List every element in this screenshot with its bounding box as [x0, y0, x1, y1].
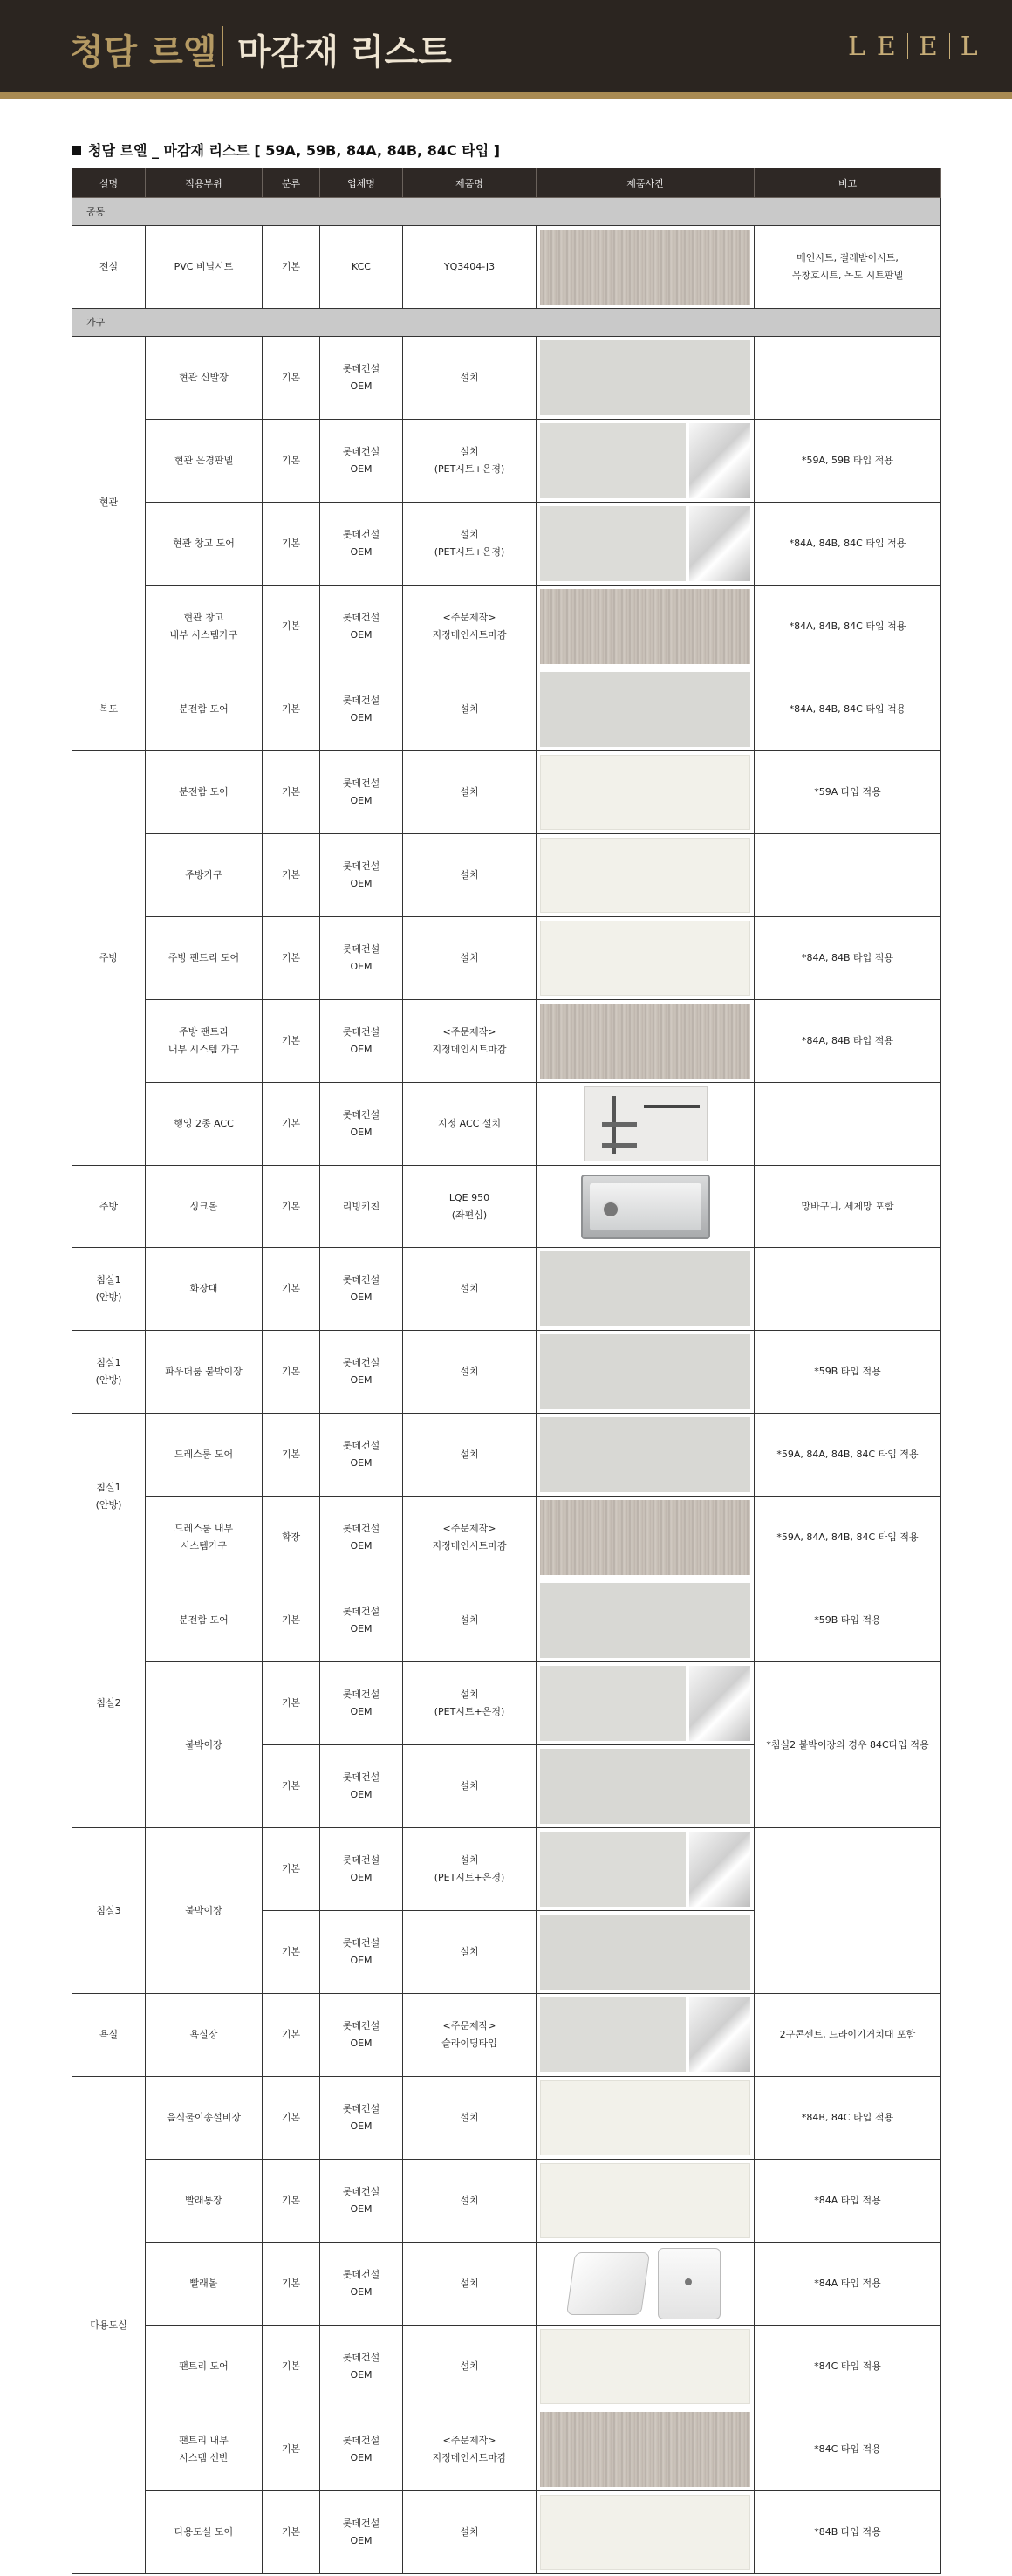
cream-swatch	[540, 2329, 750, 2404]
cell-vendor: 롯데건설 OEM	[320, 1994, 403, 2077]
cell-note: *84A, 84B 타입 적용	[755, 917, 941, 1000]
table-row	[72, 1248, 941, 1331]
cell-room: 침실1 (안방)	[72, 1248, 146, 1331]
cell-part: 팬트리 내부 시스템 선반	[146, 2408, 263, 2491]
light-gray-swatch	[540, 1749, 750, 1824]
cell-class: 기본	[263, 1579, 320, 1662]
cell-photo	[537, 1331, 755, 1414]
cell-photo	[537, 1911, 755, 1994]
col-header-product: 제품명	[403, 168, 537, 198]
cell-note: *84B 타입 적용	[755, 2491, 941, 2574]
cell-photo	[537, 917, 755, 1000]
cell-part: 드레스룸 내부 시스템가구	[146, 1497, 263, 1579]
cell-part: 현관 창고 도어	[146, 503, 263, 586]
header-title-left: 청담 르엘	[70, 32, 217, 72]
wood-sheet-swatch	[540, 1500, 750, 1575]
cell-part: 파우더룸 붙박이장	[146, 1331, 263, 1414]
cell-product: 설치	[403, 1248, 537, 1331]
cell-part: 분전함 도어	[146, 668, 263, 751]
cell-vendor: 롯데건설 OEM	[320, 751, 403, 834]
cell-note: *59A, 84A, 84B, 84C 타입 적용	[755, 1414, 941, 1497]
sheet-mirror-swatch	[540, 1666, 750, 1741]
cell-part: 드레스룸 도어	[146, 1414, 263, 1497]
cell-class: 기본	[263, 1994, 320, 2077]
cell-vendor: 롯데건설 OEM	[320, 668, 403, 751]
table-row	[72, 2491, 941, 2574]
cell-class: 기본	[263, 1911, 320, 1994]
cell-part: 욕실장	[146, 1994, 263, 2077]
cell-vendor: 롯데건설 OEM	[320, 2408, 403, 2491]
header-title-right: 마감재 리스트	[237, 32, 452, 72]
cell-part: 다용도실 도어	[146, 2491, 263, 2574]
cell-note: *84A, 84B, 84C 타입 적용	[755, 586, 941, 668]
sink-bowl-photo	[581, 1175, 710, 1239]
cell-vendor: 롯데건설 OEM	[320, 503, 403, 586]
cream-swatch	[540, 2495, 750, 2570]
table-row	[72, 1000, 941, 1083]
cell-class: 기본	[263, 586, 320, 668]
cell-part: 현관 신발장	[146, 337, 263, 420]
cell-room: 복도	[72, 668, 146, 751]
table-row	[72, 1579, 941, 1662]
cell-class: 기본	[263, 1745, 320, 1828]
cell-photo	[537, 2243, 755, 2326]
table-row	[72, 1497, 941, 1579]
cell-class: 기본	[263, 834, 320, 917]
sheet-mirror-swatch	[540, 1832, 750, 1907]
table-row	[72, 751, 941, 834]
wood-sheet-swatch	[540, 230, 750, 305]
cell-part: 행잉 2종 ACC	[146, 1083, 263, 1166]
table-row	[72, 2326, 941, 2408]
cell-photo	[537, 1000, 755, 1083]
cell-room: 현관	[72, 337, 146, 668]
table-row	[72, 1414, 941, 1497]
brand-letter: L	[960, 31, 979, 62]
cell-vendor: 롯데건설 OEM	[320, 1000, 403, 1083]
cell-product: 설치	[403, 2160, 537, 2243]
cell-photo	[537, 586, 755, 668]
cell-vendor: 리빙키친	[320, 1166, 403, 1248]
wood-sheet-swatch	[540, 1004, 750, 1079]
cell-vendor: 롯데건설 OEM	[320, 1662, 403, 1745]
table-row	[72, 2077, 941, 2160]
cell-product: 설치 (PET시트+은경)	[403, 1828, 537, 1911]
cell-class: 기본	[263, 1828, 320, 1911]
cell-photo	[537, 1414, 755, 1497]
cell-class: 기본	[263, 2243, 320, 2326]
cell-product: 설치	[403, 668, 537, 751]
cell-photo	[537, 1497, 755, 1579]
cell-class: 기본	[263, 1414, 320, 1497]
cell-vendor: 롯데건설 OEM	[320, 1248, 403, 1331]
cell-photo	[537, 1248, 755, 1331]
col-header-part: 적용부위	[146, 168, 263, 198]
cell-photo	[537, 2491, 755, 2574]
table-row	[72, 1828, 941, 1911]
cell-part: 화장대	[146, 1248, 263, 1331]
col-header-note: 비고	[755, 168, 941, 198]
cell-photo	[537, 1994, 755, 2077]
cell-photo	[537, 1662, 755, 1745]
cell-note	[755, 1248, 941, 1331]
cell-vendor: 롯데건설 OEM	[320, 337, 403, 420]
cell-vendor: 롯데건설 OEM	[320, 1579, 403, 1662]
cell-photo	[537, 503, 755, 586]
cell-vendor: KCC	[320, 226, 403, 309]
light-gray-swatch	[540, 1915, 750, 1990]
table-row	[72, 586, 941, 668]
cell-class: 기본	[263, 2077, 320, 2160]
cell-note: *84A, 84B 타입 적용	[755, 1000, 941, 1083]
cell-class: 기본	[263, 1662, 320, 1745]
brand-letter: L	[848, 31, 866, 62]
cell-product: 설치	[403, 1579, 537, 1662]
cell-photo	[537, 751, 755, 834]
col-header-photo: 제품사진	[537, 168, 755, 198]
cell-photo	[537, 1579, 755, 1662]
sheet-mirror-swatch	[540, 506, 750, 581]
cell-product: 설치	[403, 1911, 537, 1994]
cell-room: 침실2	[72, 1579, 146, 1828]
cell-product: 설치 (PET시트+은경)	[403, 1662, 537, 1745]
cell-photo	[537, 2408, 755, 2491]
cell-note: *84B, 84C 타입 적용	[755, 2077, 941, 2160]
cell-class: 기본	[263, 503, 320, 586]
cell-product: <주문제작> 지정메인시트마감	[403, 2408, 537, 2491]
cell-note	[755, 1083, 941, 1166]
table-row	[72, 1994, 941, 2077]
header-title-divider	[222, 26, 223, 66]
cell-note: *84A, 84B, 84C 타입 적용	[755, 503, 941, 586]
cell-part: 주방 팬트리 내부 시스템 가구	[146, 1000, 263, 1083]
cell-part: 분전함 도어	[146, 1579, 263, 1662]
cell-product: 지정 ACC 설치	[403, 1083, 537, 1166]
cell-note	[755, 834, 941, 917]
cell-photo	[537, 2326, 755, 2408]
cell-class: 기본	[263, 751, 320, 834]
cell-product: 설치	[403, 1745, 537, 1828]
cell-vendor: 롯데건설 OEM	[320, 420, 403, 503]
category-row-common	[72, 198, 941, 226]
light-gray-swatch	[540, 672, 750, 747]
cell-class: 기본	[263, 668, 320, 751]
table-row	[72, 503, 941, 586]
cell-room: 주방	[72, 751, 146, 1166]
cell-room: 욕실	[72, 1994, 146, 2077]
cell-note: 메인시트, 걸레받이시트, 목창호시트, 목도 시트판넬	[755, 226, 941, 309]
cell-product: 설치	[403, 917, 537, 1000]
brand-logo	[843, 31, 984, 62]
cell-room: 침실3	[72, 1828, 146, 1994]
cell-part: 빨래볼	[146, 2243, 263, 2326]
wood-sheet-swatch	[540, 589, 750, 664]
cell-vendor: 롯데건설 OEM	[320, 586, 403, 668]
cell-class: 기본	[263, 2491, 320, 2574]
cell-room: 주방	[72, 1166, 146, 1248]
cell-photo	[537, 1828, 755, 1911]
cell-vendor: 롯데건설 OEM	[320, 2326, 403, 2408]
cell-product: 설치	[403, 2077, 537, 2160]
cell-part: 싱크볼	[146, 1166, 263, 1248]
table-row	[72, 1083, 941, 1166]
cell-part: 현관 창고 내부 시스템가구	[146, 586, 263, 668]
light-gray-swatch	[540, 1583, 750, 1658]
cell-product: 설치	[403, 337, 537, 420]
wood-sheet-swatch	[540, 2412, 750, 2487]
col-header-class: 분류	[263, 168, 320, 198]
cell-note: *침실2 붙박이장의 경우 84C타입 적용	[755, 1662, 941, 1828]
cell-room: 침실1 (안방)	[72, 1414, 146, 1579]
cell-product: 설치	[403, 1331, 537, 1414]
cell-class: 기본	[263, 226, 320, 309]
cell-product: LQE 950 (좌편심)	[403, 1166, 537, 1248]
section-title-text: 청담 르엘 _ 마감재 리스트 [ 59A, 59B, 84A, 84B, 84C 타입 ]	[88, 142, 501, 159]
table-row	[72, 2160, 941, 2243]
table-row	[72, 1166, 941, 1248]
section-title	[72, 140, 500, 160]
cell-room: 다용도실	[72, 2077, 146, 2574]
cell-class: 기본	[263, 337, 320, 420]
cell-vendor: 롯데건설 OEM	[320, 2077, 403, 2160]
cell-vendor: 롯데건설 OEM	[320, 1911, 403, 1994]
cell-product: 설치	[403, 2326, 537, 2408]
cell-product: 설치 (PET시트+은경)	[403, 420, 537, 503]
cell-vendor: 롯데건설 OEM	[320, 1414, 403, 1497]
cell-class: 확장	[263, 1497, 320, 1579]
cell-note: *59B 타입 적용	[755, 1579, 941, 1662]
cell-class: 기본	[263, 2326, 320, 2408]
cell-product: 설치	[403, 751, 537, 834]
cell-note	[755, 337, 941, 420]
cell-class: 기본	[263, 2160, 320, 2243]
cell-vendor: 롯데건설 OEM	[320, 1745, 403, 1828]
brand-letter: E	[918, 31, 939, 62]
cell-product: YQ3404-J3	[403, 226, 537, 309]
cell-part: 빨래통장	[146, 2160, 263, 2243]
cell-photo	[537, 337, 755, 420]
table-row	[72, 2243, 941, 2326]
laundry-sink-photo	[540, 2246, 750, 2321]
hanging-accessory-photo	[584, 1086, 708, 1161]
table-row	[72, 668, 941, 751]
table-header-row	[72, 168, 941, 198]
cell-photo	[537, 2077, 755, 2160]
cell-note: *59A, 84A, 84B, 84C 타입 적용	[755, 1497, 941, 1579]
cell-product: 설치	[403, 2243, 537, 2326]
cell-vendor: 롯데건설 OEM	[320, 2491, 403, 2574]
cell-part: 붙박이장	[146, 1662, 263, 1828]
cell-vendor: 롯데건설 OEM	[320, 1083, 403, 1166]
cell-product: <주문제작> 지정메인시트마감	[403, 586, 537, 668]
category-label: 가구	[72, 309, 941, 337]
cell-product: <주문제작> 지정메인시트마감	[403, 1497, 537, 1579]
table-row	[72, 337, 941, 420]
cell-class: 기본	[263, 2408, 320, 2491]
sheet-mirror-swatch	[540, 1997, 750, 2072]
cell-photo	[537, 1083, 755, 1166]
cell-vendor: 롯데건설 OEM	[320, 917, 403, 1000]
brand-letter: E	[876, 31, 897, 62]
cell-class: 기본	[263, 1166, 320, 1248]
sheet-mirror-swatch	[540, 423, 750, 498]
brand-divider	[949, 33, 950, 59]
cream-swatch	[540, 755, 750, 830]
col-header-room: 실명	[72, 168, 146, 198]
cell-product: 설치	[403, 834, 537, 917]
cell-photo	[537, 668, 755, 751]
cell-product: 설치 (PET시트+은경)	[403, 503, 537, 586]
cell-product: <주문제작> 슬라이딩타입	[403, 1994, 537, 2077]
cell-room: 침실1 (안방)	[72, 1331, 146, 1414]
table-row	[72, 1331, 941, 1414]
table-row	[72, 2408, 941, 2491]
cell-vendor: 롯데건설 OEM	[320, 1331, 403, 1414]
cell-note: *84C 타입 적용	[755, 2326, 941, 2408]
cell-vendor: 롯데건설 OEM	[320, 1828, 403, 1911]
cell-note	[755, 1828, 941, 1994]
cell-class: 기본	[263, 1000, 320, 1083]
brand-divider	[907, 33, 908, 59]
cream-swatch	[540, 838, 750, 913]
cell-note: *84A 타입 적용	[755, 2160, 941, 2243]
cell-vendor: 롯데건설 OEM	[320, 834, 403, 917]
cell-vendor: 롯데건설 OEM	[320, 2243, 403, 2326]
cream-swatch	[540, 2163, 750, 2238]
cell-class: 기본	[263, 1331, 320, 1414]
cell-part: 분전함 도어	[146, 751, 263, 834]
table-row	[72, 834, 941, 917]
cell-class: 기본	[263, 1248, 320, 1331]
cell-note: 2구콘센트, 드라이기거치대 포함	[755, 1994, 941, 2077]
table-row	[72, 420, 941, 503]
cell-note: *59A 타입 적용	[755, 751, 941, 834]
cell-part: 주방가구	[146, 834, 263, 917]
cell-note: *84A, 84B, 84C 타입 적용	[755, 668, 941, 751]
cell-note: *84C 타입 적용	[755, 2408, 941, 2491]
light-gray-swatch	[540, 340, 750, 415]
cell-part: 붙박이장	[146, 1828, 263, 1994]
cell-photo	[537, 420, 755, 503]
cell-note: 망바구니, 세제망 포함	[755, 1166, 941, 1248]
cell-class: 기본	[263, 917, 320, 1000]
category-label: 공통	[72, 198, 941, 226]
cell-product: <주문제작> 지정메인시트마감	[403, 1000, 537, 1083]
cell-part: 주방 팬트리 도어	[146, 917, 263, 1000]
cell-product: 설치	[403, 2491, 537, 2574]
cream-swatch	[540, 921, 750, 996]
category-row-furniture	[72, 309, 941, 337]
square-bullet-icon	[72, 146, 81, 155]
light-gray-swatch	[540, 1334, 750, 1409]
cell-note: *84A 타입 적용	[755, 2243, 941, 2326]
header-gold-line	[0, 92, 1012, 99]
cell-photo	[537, 834, 755, 917]
cell-note: *59A, 59B 타입 적용	[755, 420, 941, 503]
cell-photo	[537, 1166, 755, 1248]
light-gray-swatch	[540, 1251, 750, 1326]
cell-photo	[537, 1745, 755, 1828]
table-row	[72, 226, 941, 309]
cell-class: 기본	[263, 1083, 320, 1166]
cell-class: 기본	[263, 420, 320, 503]
cell-room: 전실	[72, 226, 146, 309]
light-gray-swatch	[540, 1417, 750, 1492]
cell-part: 팬트리 도어	[146, 2326, 263, 2408]
cell-vendor: 롯데건설 OEM	[320, 1497, 403, 1579]
col-header-vendor: 업체명	[320, 168, 403, 198]
cell-vendor: 롯데건설 OEM	[320, 2160, 403, 2243]
cream-swatch	[540, 2080, 750, 2155]
table-row	[72, 1662, 941, 1745]
cell-product: 설치	[403, 1414, 537, 1497]
cell-part: PVC 비닐시트	[146, 226, 263, 309]
cell-part: 현관 은경판넬	[146, 420, 263, 503]
finish-material-table	[72, 168, 941, 2574]
cell-photo	[537, 226, 755, 309]
cell-note: *59B 타입 적용	[755, 1331, 941, 1414]
cell-part: 음식물이송설비장	[146, 2077, 263, 2160]
table-row	[72, 917, 941, 1000]
cell-photo	[537, 2160, 755, 2243]
